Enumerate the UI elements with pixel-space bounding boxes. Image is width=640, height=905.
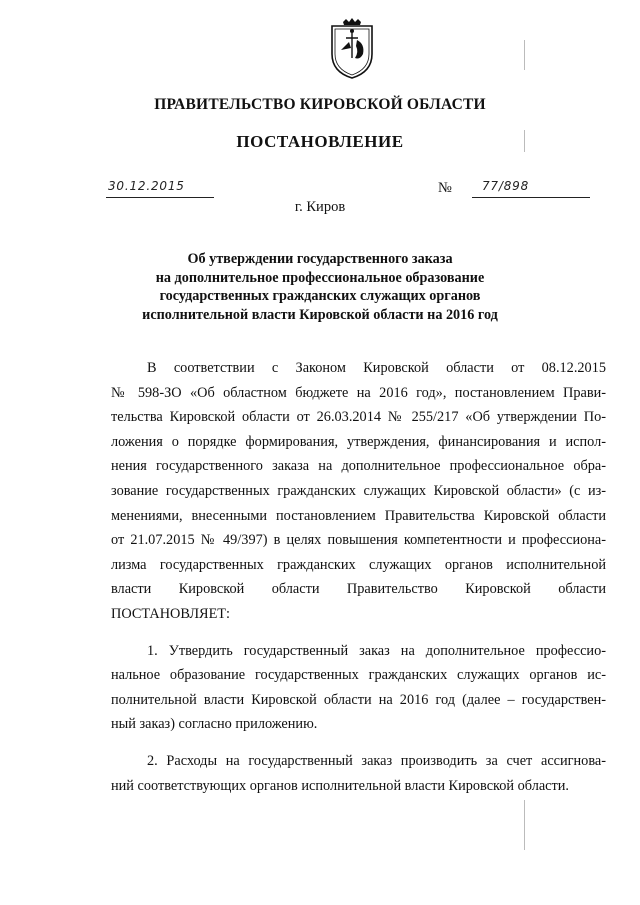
text-line: В соответствии с Законом Кировской области от 08.12.2015 xyxy=(147,360,606,376)
document-body xyxy=(111,356,606,798)
document-subject xyxy=(0,250,640,324)
text-line: 1. Утвердить государственный заказ на дополнительное профессио- xyxy=(147,642,606,659)
text-line: нения государственного заказа на дополнительное профессиональное обра- xyxy=(111,458,606,475)
subject-line: государственных гражданских служащих органов xyxy=(159,288,481,305)
text-line: 2. Расходы на государственный заказ производить за счет ассигнова- xyxy=(147,752,606,769)
item-2-paragraph xyxy=(111,749,606,798)
text-line: зование государственных гражданских служащих Кировской области» (с из- xyxy=(111,482,606,499)
subject-line: на дополнительное профессиональное образование xyxy=(155,269,485,286)
text-line: ный заказ) согласно приложению. xyxy=(111,716,318,733)
item-1-paragraph xyxy=(111,639,606,737)
date-field: 30.12.2015 xyxy=(106,179,214,198)
text-line: ПОСТАНОВЛЯЕТ: xyxy=(111,605,231,622)
scan-margin-mark xyxy=(524,40,525,70)
document-number-field: 77/898 xyxy=(472,179,590,198)
subject-line: исполнительной власти Кировской области на 2016 год xyxy=(142,306,498,323)
scan-margin-mark xyxy=(524,800,525,850)
government-title: ПРАВИТЕЛЬСТВО КИРОВСКОЙ ОБЛАСТИ xyxy=(154,96,486,113)
text-line: ний соответствующих органов исполнительной власти Кировской области. xyxy=(111,777,569,794)
subject-line: Об утверждении государственного заказа xyxy=(187,251,453,267)
document-type-title: ПОСТАНОВЛЕНИЕ xyxy=(236,132,404,151)
text-line: нальное образование государственных гражданских служащих органов ис- xyxy=(111,667,606,684)
scan-margin-mark xyxy=(524,130,525,152)
number-label: № xyxy=(438,180,452,196)
text-line: от 21.07.2015 № 49/397) в целях повышения компетентности и профессиона- xyxy=(111,532,606,549)
text-line: власти Кировской области Правительство Кировской области xyxy=(111,581,606,598)
preamble-paragraph xyxy=(111,356,606,627)
text-line: № 598-ЗО «Об областном бюджете на 2016 год», постановлением Прави- xyxy=(111,384,606,401)
text-line: менениями, внесенными постановлением Правительства Кировской области xyxy=(111,507,606,524)
text-line: лизма государственных гражданских служащих органов исполнительной xyxy=(111,556,606,573)
text-line: ложения о порядке формирования, утверждения, финансирования и испол- xyxy=(111,433,606,450)
city-label: г. Киров xyxy=(294,199,346,215)
text-line: тельства Кировской области от 26.03.2014 № 255/217 «Об утверждении По- xyxy=(111,409,606,426)
text-line: полнительной власти Кировской области на 2016 год (далее – государствен- xyxy=(111,691,606,708)
coat-of-arms-emblem xyxy=(329,18,375,80)
